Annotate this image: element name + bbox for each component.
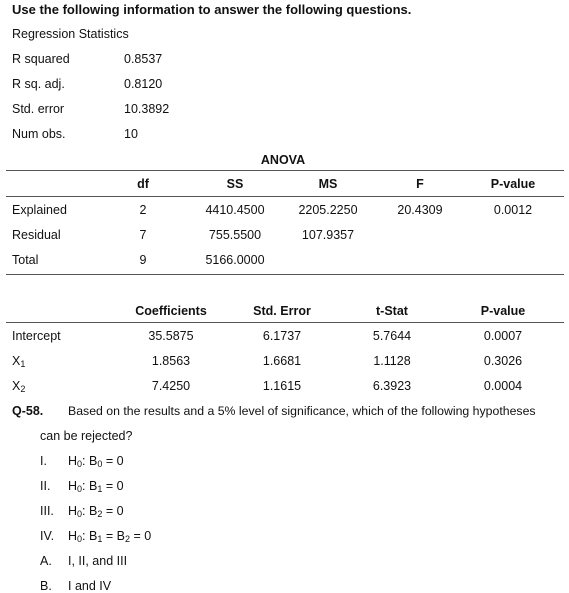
coef-cell-coefficient: 7.4250 xyxy=(151,379,191,393)
hypothesis-statement: $H_0$: $B_2 = 0$ xyxy=(68,504,124,519)
coef-row-label: $X_1$ xyxy=(12,354,26,369)
question-number: Q-58. xyxy=(12,404,44,418)
anova-cell-ss: 755.5500 xyxy=(208,228,262,242)
anova-cell-pvalue: 0.0012 xyxy=(493,203,533,217)
anova-header-df: df xyxy=(137,177,149,191)
stat-label: R squared xyxy=(12,52,70,66)
anova-header-f: F xyxy=(416,177,424,191)
coef-cell-coefficient: 35.5875 xyxy=(148,329,194,343)
coef-row-label: Intercept xyxy=(12,329,61,343)
coef-header-pvalue: P-value xyxy=(480,304,526,318)
coef-header-t-stat: t-Stat xyxy=(376,304,408,318)
coef-cell-t-stat: 1.1128 xyxy=(373,354,411,368)
stat-label: R sq. adj. xyxy=(12,77,65,91)
option-b-text: I and IV xyxy=(68,579,112,593)
intro-heading: Use the following information to answer the following questions. xyxy=(12,2,412,17)
coef-header-coefficients: Coefficients xyxy=(135,304,207,318)
option-letter: B. xyxy=(40,579,52,593)
coef-cell-pvalue: 0.0004 xyxy=(483,379,523,393)
anova-cell-ms: 2205.2250 xyxy=(298,203,358,217)
anova-header-rule xyxy=(6,196,564,197)
anova-title: ANOVA xyxy=(260,153,306,167)
coef-header-std-error: Std. Error xyxy=(253,304,311,318)
coef-cell-std-error: 6.1737 xyxy=(262,329,302,343)
hypothesis-number: I. xyxy=(40,454,47,468)
option-a-text: I, II, and III xyxy=(68,554,128,568)
anova-cell-ms: 107.9357 xyxy=(301,228,355,242)
coef-cell-t-stat: 6.3923 xyxy=(372,379,412,393)
question-text-line1: Based on the results and a 5% level of significance, which of the following hypotheses xyxy=(68,404,536,418)
anova-header-ss: SS xyxy=(226,177,244,191)
coef-cell-pvalue: 0.3026 xyxy=(483,354,523,368)
coef-cell-t-stat: 5.7644 xyxy=(372,329,412,343)
anova-row-label: Residual xyxy=(12,228,61,242)
stat-label: Std. error xyxy=(12,102,65,116)
anova-cell-f: 20.4309 xyxy=(397,203,443,217)
anova-cell-ss: 4410.4500 xyxy=(205,203,265,217)
anova-header-ms: MS xyxy=(318,177,338,191)
anova-cell-ss: 5166.0000 xyxy=(205,253,265,267)
anova-bottom-rule xyxy=(6,274,564,275)
hypothesis-statement: $H_0$: $B_1 = 0$ xyxy=(68,479,124,494)
coef-row-label: $X_2$ xyxy=(12,379,26,394)
hypothesis-statement: $H_0$: $B_1 = B_2 = 0$ xyxy=(68,529,152,544)
regression-title: Regression Statistics xyxy=(12,27,129,41)
coef-cell-coefficient: 1.8563 xyxy=(151,354,191,368)
option-letter: A. xyxy=(40,554,52,568)
anova-row-label: Explained xyxy=(12,203,67,217)
stat-value: 0.8120 xyxy=(124,77,163,91)
hypothesis-number: II. xyxy=(40,479,51,493)
stat-value: 10 xyxy=(124,127,138,141)
hypothesis-number: III. xyxy=(40,504,54,518)
coef-cell-std-error: 1.6681 xyxy=(262,354,302,368)
coef-cell-std-error: 1.1615 xyxy=(262,379,302,393)
anova-top-rule xyxy=(6,170,564,171)
coef-cell-pvalue: 0.0007 xyxy=(483,329,523,343)
hypothesis-number: IV. xyxy=(40,529,55,543)
anova-row-label: Total xyxy=(12,253,39,267)
anova-cell-df: 2 xyxy=(139,203,147,217)
anova-cell-df: 9 xyxy=(139,253,147,267)
anova-cell-df: 7 xyxy=(139,228,147,242)
stat-value: 0.8537 xyxy=(124,52,163,66)
coef-header-rule xyxy=(6,322,564,323)
question-text-line2: can be rejected? xyxy=(40,429,133,443)
stat-label: Num obs. xyxy=(12,127,66,141)
stat-value: 10.3892 xyxy=(124,102,170,116)
anova-header-pvalue: P-value xyxy=(490,177,536,191)
hypothesis-statement: $H_0$: $B_0 = 0$ xyxy=(68,454,124,469)
